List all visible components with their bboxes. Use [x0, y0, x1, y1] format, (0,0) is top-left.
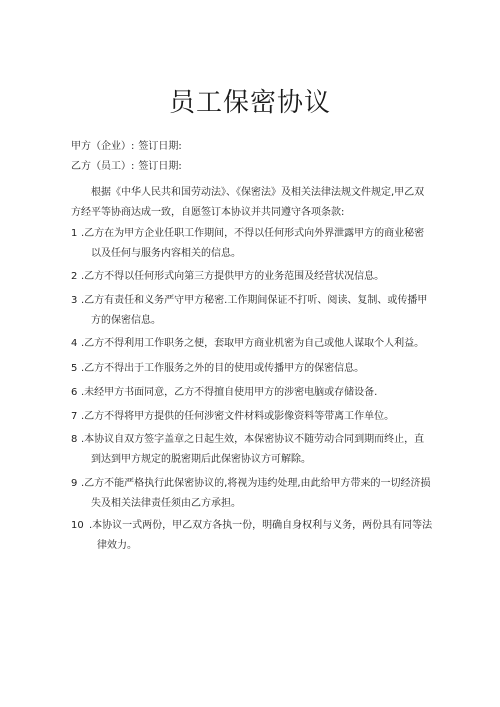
clause-text: .未经甲方书面同意，乙方不得擅自使用甲方的涉密电脑或存储设备.	[81, 387, 378, 398]
clause-text: .本协议自双方签字盖章之日起生效，本保密协议不随劳动合同到期而终止，直到达到甲方规定的脱密期后此保密协议方可解除。	[81, 434, 425, 465]
clause-item	[71, 516, 433, 556]
party-b-sign-date: 签订日期:	[138, 161, 182, 172]
clause-item	[71, 334, 433, 354]
clause-text: .乙方有责任和义务严守甲方秘密.工作期间保证不打听、阅读、复制、或传播甲方的保密信息。	[81, 295, 428, 326]
clause-text: .乙方不得以任何形式向第三方提供甲方的业务范围及经营状况信息。	[81, 271, 385, 282]
clause-text: .乙方在为甲方企业任职工作期间，不得以任何形式向外界泄露甲方的商业秘密以及任何与服务内容相关的信息。	[81, 228, 425, 259]
party-a-label: 甲方（企业）:	[71, 141, 135, 152]
clause-item	[71, 474, 433, 514]
clause-item	[71, 291, 433, 331]
clause-number: 2	[71, 271, 78, 282]
clause-number: 3	[71, 295, 78, 306]
document-title: 员工保密协议	[168, 88, 331, 118]
party-a-sign-date: 签订日期:	[138, 141, 182, 152]
clause-item	[71, 383, 433, 403]
clause-number: 5	[71, 363, 78, 374]
party-b-label: 乙方（员工）:	[71, 161, 135, 172]
party-a-line	[71, 140, 182, 154]
clause-number: 1	[71, 228, 78, 239]
clause-number: 4	[71, 338, 78, 349]
clause-item	[71, 407, 433, 427]
clause-item	[71, 267, 433, 287]
clause-number: 10	[71, 520, 84, 531]
party-b-line	[71, 160, 182, 174]
clause-text: .本协议一式两份，甲乙双方各执一份，明确自身权利与义务，两份具有同等法律效力。	[89, 520, 433, 551]
clause-item	[71, 430, 433, 470]
clause-number: 7	[71, 411, 78, 422]
clause-text: .乙方不得利用工作职务之便，套取甲方商业机密为自己或他人谋取个人利益。	[81, 338, 425, 349]
clause-item	[71, 224, 433, 264]
clause-text: .乙方不得出于工作服务之外的目的使用或传播甲方的保密信息。	[81, 363, 365, 374]
clause-text: .乙方不得将甲方提供的任何涉密文件材料或影像资料等带离工作单位。	[81, 411, 395, 422]
clause-text: .乙方不能严格执行此保密协议的,将视为违约处理,由此给甲方带来的一切经济损失及相关法律责任须由乙方承担。	[81, 478, 431, 509]
clause-item	[71, 359, 433, 379]
clause-number: 9	[71, 478, 78, 489]
clause-number: 6	[71, 387, 78, 398]
clause-number: 8	[71, 434, 78, 445]
intro-paragraph: 根据《中华人民共和国劳动法》、《保密法》及相关法律法规文件规定,甲乙双方经平等协商达成一致，自愿签订本协议并共同遵守各项条款:	[71, 187, 425, 218]
